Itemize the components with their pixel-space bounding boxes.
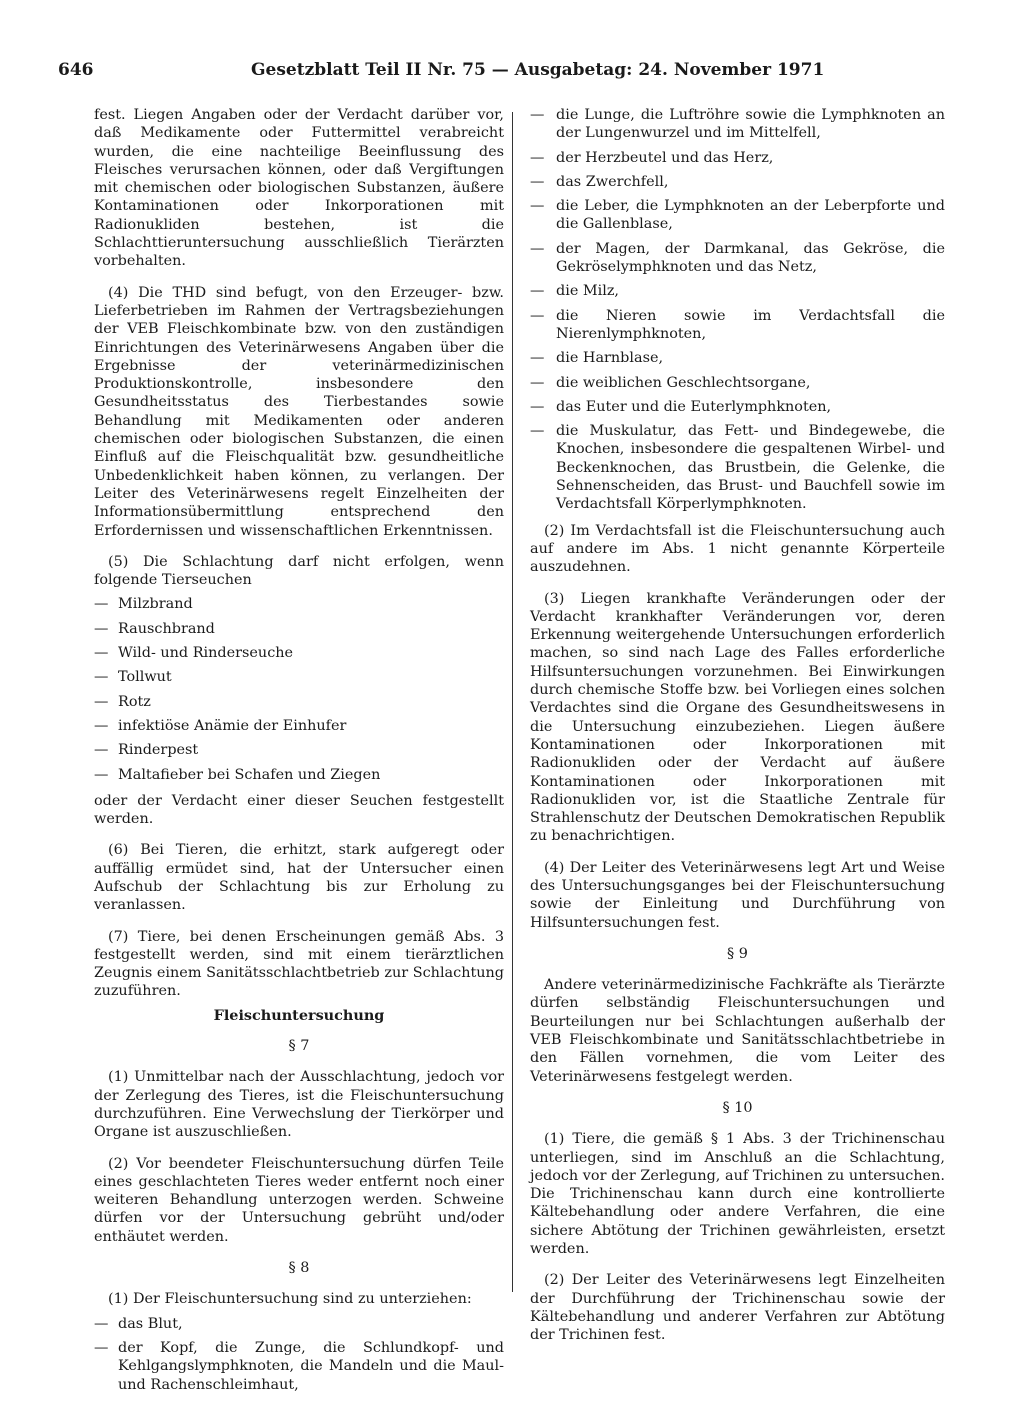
disease-list bbox=[94, 595, 504, 783]
list-item: — Tollwut bbox=[94, 668, 504, 686]
paragraph-continuation: fest. Liegen Angaben oder der Verdacht darüber vor, daß Medikamente oder Futtermittel verabreicht wurden, die eine nachteilige Beeinflussung des Fleisches verursachen können, oder daß Vergiftungen mit chemischen oder biologischen Substanzen, äußere Kontaminationen oder Inkorporationen mit Radionukliden bestehen, ist die Schlachttieruntersuchung ausschließlich Tierärzten vorbehalten. bbox=[94, 107, 504, 270]
list-item: — der Herzbeutel und das Herz, bbox=[530, 149, 945, 167]
list-item: — Maltafieber bei Schafen und Ziegen bbox=[94, 766, 504, 784]
paragraph-5-outro: oder der Verdacht einer dieser Seuchen festgestellt werden. bbox=[94, 792, 504, 828]
section-number: § 7 bbox=[288, 1038, 310, 1055]
right-column bbox=[530, 106, 945, 1358]
paragraph-6: (6) Bei Tieren, die erhitzt, stark aufgeregt oder auffällig ermüdet sind, hat der Untersucher einen Aufschub der Schlachtung bis zur Erholung zu veranlassen. bbox=[94, 842, 504, 914]
section-number: § 8 bbox=[288, 1260, 310, 1277]
section-7-paragraph-2: (2) Vor beendeter Fleischuntersuchung dürfen Teile eines geschlachteten Tieres weder entfernt noch einer weiteren Behandlung unterzogen werden. Schweine dürfen vor der Untersuchung gebrüht und/oder enthäutet werden. bbox=[94, 1155, 504, 1245]
list-item: — die Harnblase, bbox=[530, 349, 945, 367]
list-item: — die weiblichen Geschlechtsorgane, bbox=[530, 374, 945, 392]
list-item: — die Milz, bbox=[530, 282, 945, 300]
section-8-paragraph-4: (4) Der Leiter des Veterinärwesens legt Art und Weise des Untersuchungsganges bei der Fleischuntersuchung sowie der Einleitung und Durchführung von Hilfsuntersuchungen fest. bbox=[530, 859, 945, 931]
list-item: — Rotz bbox=[94, 693, 504, 711]
list-item: — das Zwerchfell, bbox=[530, 173, 945, 191]
section-heading: Fleischuntersuchung bbox=[213, 1006, 385, 1024]
list-item: — Milzbrand bbox=[94, 595, 504, 613]
list-item: — Rauschbrand bbox=[94, 620, 504, 638]
body-parts-list bbox=[94, 1315, 504, 1394]
section-number: § 10 bbox=[722, 1099, 753, 1116]
paragraph-7: (7) Tiere, bei denen Erscheinungen gemäß Abs. 3 festgestellt werden, sind mit einem tierärztlichen Zeugnis einem Sanitätsschlachtbetrieb zur Schlachtung zuzuführen. bbox=[94, 928, 504, 1000]
page-title: Gesetzblatt Teil II Nr. 75 — Ausgabetag: 24. November 1971 bbox=[251, 60, 825, 80]
page-header bbox=[58, 58, 825, 82]
section-8-paragraph-3: (3) Liegen krankhafte Veränderungen oder der Verdacht krankhafter Veränderungen vor, deren Erkennung weitergehende Untersuchungen erforderlich machen, so sind nach Lage des Falles erforderliche Hilfsuntersuchungen vorzunehmen. Bei Einwirkungen durch chemische Stoffe bzw. bei Vorliegen eines solchen Verdachtes sind die Organe des Gesundheitswesens in die Untersuchung einzubeziehen. Liegen äußere Kontaminationen oder Inkorporationen mit Radionukliden oder der Verdacht auf äußere Kontaminationen oder Inkorporationen mit Radionukliden vor, ist die Staatliche Zentrale für Strahlenschutz der Deutschen Demokratischen Republik zu benachrichtigen. bbox=[530, 590, 946, 845]
section-8-paragraph-1: (1) Der Fleischuntersuchung sind zu unterziehen: bbox=[108, 1291, 472, 1308]
section-9-paragraph: Andere veterinärmedizinische Fachkräfte als Tierärzte dürfen selbständig Fleischuntersuchungen und Beurteilungen nur bei Schlachtungen außerhalb der VEB Fleischkombinate und Sanitätsschlachtbetriebe in den Fällen vornehmen, die vom Leiter des Veterinärwesens festgelegt werden. bbox=[530, 977, 945, 1085]
list-item: — Wild- und Rinderseuche bbox=[94, 644, 504, 662]
section-10-paragraph-2: (2) Der Leiter des Veterinärwesens legt Einzelheiten der Durchführung der Trichinenschau sowie der Kältebehandlung und anderer Verfahren zur Abtötung der Trichinen fest. bbox=[530, 1272, 945, 1344]
section-7-paragraph-1: (1) Unmittelbar nach der Ausschlachtung, jedoch vor der Zerlegung des Tieres, ist die Fleischuntersuchung durchzuführen. Eine Verwechslung der Tierkörper und Organe ist auszuschließen. bbox=[94, 1069, 504, 1141]
column-divider bbox=[512, 112, 513, 1292]
list-item: — die Muskulatur, das Fett- und Bindegewebe, die Knochen, insbesondere die gespaltenen Wirbel- und Beckenknochen, das Brustbein, die Gelenke, die Sehnenscheiden, das Brust- und Bauchfell sowie im Verdachtsfall Körperlymphknoten. bbox=[530, 422, 945, 513]
paragraph-5-intro: (5) Die Schlachtung darf nicht erfolgen, wenn folgende Tierseuchen bbox=[94, 553, 504, 589]
paragraph-4: (4) Die THD sind befugt, von den Erzeuger- bzw. Lieferbetrieben im Rahmen der Vertragsbeziehungen der VEB Fleischkombinate bzw. von den zuständigen Einrichtungen des Veterinärwesens Angaben über die Ergebnisse der veterinärmedizinischen Produktionskontrolle, insbesondere den Gesundheitsstatus des Tierbestandes sowie Behandlung mit Medikamenten oder anderen chemischen oder biologischen Substanzen, die einen Einfluß auf die Fleischqualität bzw. gesundheitliche Unbedenklichkeit haben können, zu verlangen. Der Leiter des Veterinärwesens regelt Einzelheiten der Informationsübermittlung entsprechend den Erfordernissen und wissenschaftlichen Erkenntnissen. bbox=[94, 284, 504, 539]
section-number: § 9 bbox=[727, 945, 748, 962]
list-item: — die Leber, die Lymphknoten an der Leberpforte und die Gallenblase, bbox=[530, 197, 945, 234]
list-item: — der Kopf, die Zunge, die Schlundkopf- und Kehlgangslymphknoten, die Mandeln und die Maul- und Rachenschleimhaut, bbox=[94, 1339, 504, 1394]
list-item: — das Euter und die Euterlymphknoten, bbox=[530, 398, 945, 416]
section-8-paragraph-2: (2) Im Verdachtsfall ist die Fleischuntersuchung auch auf andere im Abs. 1 nicht genannte Körperteile auszudehnen. bbox=[530, 522, 945, 576]
list-item: — die Lunge, die Luftröhre sowie die Lymphknoten an der Lungenwurzel und im Mittelfell, bbox=[530, 106, 945, 143]
list-item: — der Magen, der Darmkanal, das Gekröse, die Gekröselymphknoten und das Netz, bbox=[530, 240, 945, 277]
list-item: — infektiöse Anämie der Einhufer bbox=[94, 717, 504, 735]
page-number: 646 bbox=[58, 60, 94, 80]
list-item: — Rinderpest bbox=[94, 741, 504, 759]
section-10-paragraph-1: (1) Tiere, die gemäß § 1 Abs. 3 der Trichinenschau unterliegen, sind im Anschluß an die Schlachtung, jedoch vor der Zerlegung, auf Trichinen zu untersuchen. Die Trichinenschau kann durch eine kontrollierte Kältebehandlung oder andere Verfahren, die eine sichere Abtötung der Trichinen gewährleisten, ersetzt werden. bbox=[530, 1131, 945, 1258]
body-parts-list bbox=[530, 106, 945, 514]
list-item: — die Nieren sowie im Verdachtsfall die Nierenlymphknoten, bbox=[530, 307, 945, 344]
left-column bbox=[94, 106, 504, 1402]
list-item: — das Blut, bbox=[94, 1315, 504, 1333]
